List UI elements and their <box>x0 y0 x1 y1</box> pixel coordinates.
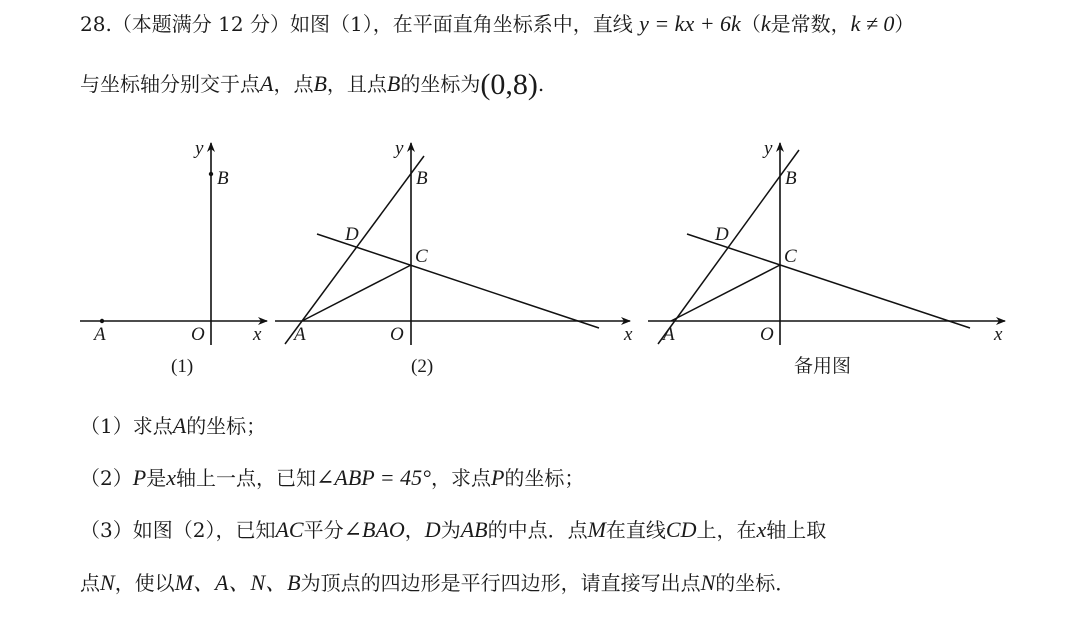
q2-t3: ，求点 <box>430 466 491 490</box>
fig1-label-x: x <box>253 324 262 345</box>
fig1-label-a: A <box>94 324 106 345</box>
q3-t10: ，使以 <box>114 571 175 595</box>
q1-post: 的坐标； <box>186 414 267 438</box>
line2-text: 与坐标轴分别交于点 <box>80 72 260 96</box>
fig3-line-ac <box>671 265 780 321</box>
fig1-point-a <box>100 319 104 323</box>
fig2-label-a: A <box>294 324 306 345</box>
q2-x: x <box>166 465 176 490</box>
question-3-cont <box>80 566 795 597</box>
q3-m: M <box>587 517 606 542</box>
q1-number: （1） <box>80 414 133 438</box>
fig3-caption: 备用图 <box>794 355 852 377</box>
q3-x: x <box>756 517 767 542</box>
coord-text: 的坐标为 <box>400 72 481 96</box>
paren-close: ） <box>894 12 915 36</box>
fig2-label-c: C <box>415 246 428 267</box>
fig3-label-y: y <box>764 138 773 159</box>
q3-cd: CD <box>665 517 697 542</box>
q1-point-a: A <box>172 413 187 438</box>
q2-angle: ∠ABP = 45° <box>315 465 431 490</box>
line-equation: y = kx + 6k <box>639 11 741 36</box>
fig3-label-b: B <box>785 168 797 189</box>
q3-number: （3） <box>80 518 133 542</box>
question-2 <box>80 462 584 491</box>
fig1-caption: (1) <box>171 356 194 377</box>
problem-header: （本题满分 12 分）如图（1），在平面直角坐标系中，直线 <box>111 12 633 36</box>
q3-t3: ， <box>404 518 425 542</box>
period: . <box>537 72 545 96</box>
sep1: ，点 <box>273 72 314 96</box>
fig3-label-o: O <box>760 324 774 345</box>
figure-1 <box>80 138 267 377</box>
q3-t11: 为顶点的四边形是平行四边形，请直接写出点 <box>300 571 701 595</box>
fig2-line-ac <box>302 265 411 321</box>
q2-number: （2） <box>80 466 133 490</box>
q3-t1: 如图（2），已知 <box>132 518 276 542</box>
problem-number: 28. <box>80 12 112 36</box>
q3-n-2: N <box>700 570 716 595</box>
fig2-label-d: D <box>345 224 359 245</box>
fig2-label-b: B <box>416 168 428 189</box>
k-neq-zero: k ≠ 0 <box>850 11 895 36</box>
fig1-label-y: y <box>195 138 204 159</box>
q3-t6: 在直线 <box>605 518 666 542</box>
q3-t8: 轴上取 <box>766 518 827 542</box>
figure-backup <box>648 138 1005 377</box>
fig2-caption: (2) <box>411 356 434 377</box>
fig1-label-o: O <box>191 324 205 345</box>
figure-2 <box>275 138 633 377</box>
fig2-label-o: O <box>390 324 404 345</box>
point-a-label: A <box>260 71 274 96</box>
constant-text: 是常数， <box>770 12 851 36</box>
fig2-label-x: x <box>624 324 633 345</box>
point-b-label: B <box>313 71 327 96</box>
fig1-point-b <box>209 172 213 176</box>
question-1 <box>80 410 266 439</box>
q3-points: M、A、N、B <box>174 570 301 595</box>
fig2-line-dc <box>317 234 599 328</box>
q1-pre: 求点 <box>132 414 173 438</box>
k-var: k <box>760 11 771 36</box>
fig1-label-b: B <box>217 168 229 189</box>
q3-ac: AC <box>275 517 304 542</box>
q2-t4: 的坐标； <box>504 466 585 490</box>
fig2-line-ab <box>285 156 424 344</box>
fig2-label-y: y <box>395 138 404 159</box>
point-b-label-2: B <box>386 71 401 96</box>
fig3-label-x: x <box>994 324 1003 345</box>
b-coordinate: (0,8) <box>480 68 538 101</box>
q3-ab: AB <box>460 517 488 542</box>
q3-t5: 的中点．点 <box>487 518 588 542</box>
q3-t7: 上，在 <box>696 518 757 542</box>
q3-angle: ∠BAO <box>343 517 405 542</box>
q3-t2: 平分 <box>303 518 344 542</box>
q3-d: D <box>424 517 441 542</box>
q3-t4: 为 <box>440 518 461 542</box>
q3-n: N <box>100 570 115 595</box>
q3-t9: 点 <box>80 571 100 595</box>
q2-point-p-2: P <box>490 465 505 490</box>
q2-t1: 是 <box>146 466 167 490</box>
fig3-label-c: C <box>784 246 797 267</box>
question-3 <box>80 514 826 543</box>
fig3-label-a: A <box>663 324 675 345</box>
q2-t2: 轴上一点，已知 <box>175 466 316 490</box>
q2-point-p: P <box>132 465 147 490</box>
paren-open: （ <box>740 12 761 36</box>
fig3-label-d: D <box>715 224 729 245</box>
q3-t12: 的坐标． <box>715 571 796 595</box>
fig3-line-dc <box>687 234 970 328</box>
sep2: ，且点 <box>326 72 387 96</box>
